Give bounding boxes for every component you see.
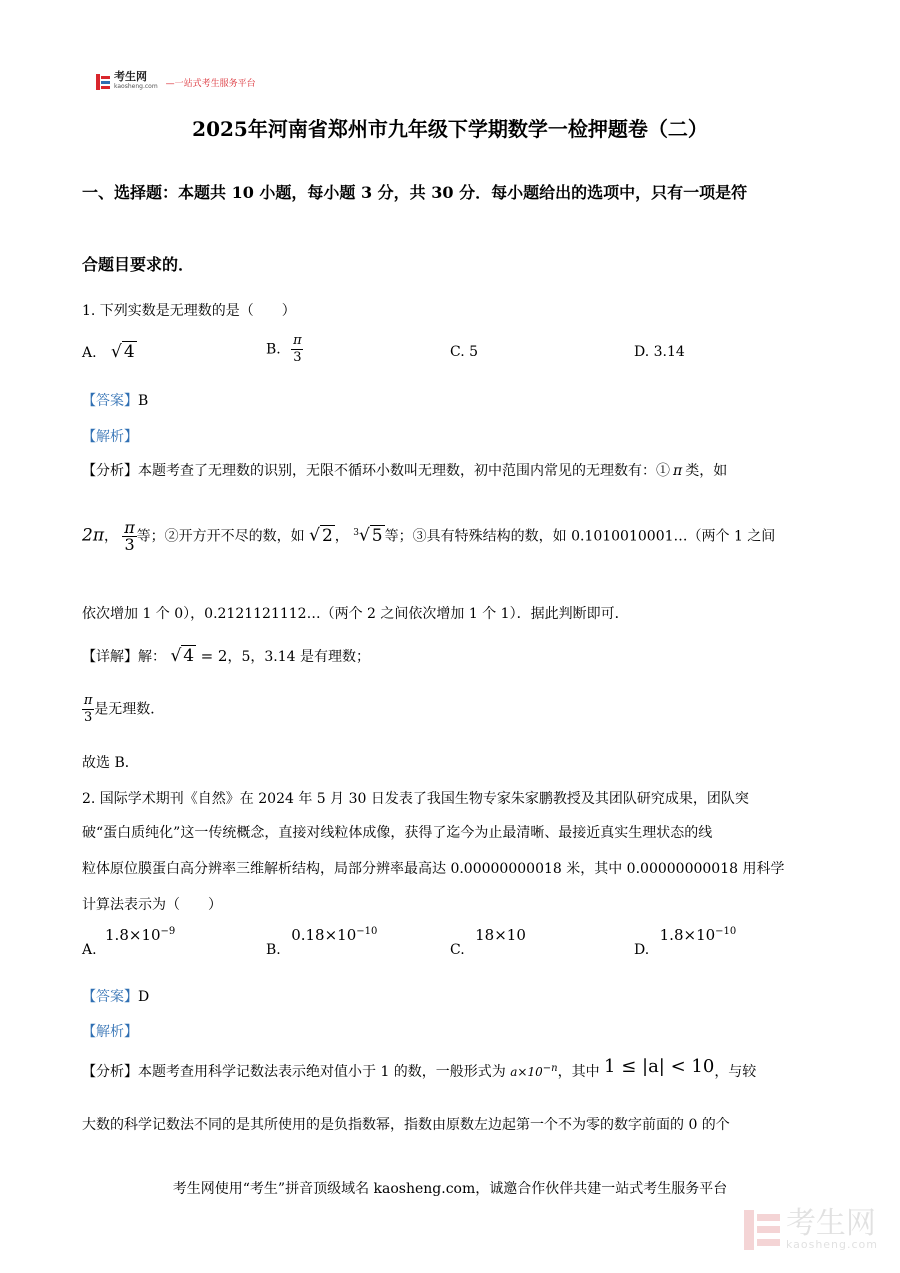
q1-xiangjie — [82, 646, 370, 666]
q2-answer-label: 【答案】 — [82, 989, 138, 1005]
q2-fenxi-text-b: ，其中 — [557, 1064, 600, 1080]
q1-irrational-fraction — [82, 693, 94, 726]
q2-option-c-value: 18×10 — [475, 926, 526, 944]
q2-fenxi-line2: 大数的科学记数法不同的是其所使用的是负指数幂，指数由原数左边起第一个不为零的数字前面的 0 的个 — [82, 1117, 730, 1133]
q2-analysis-label: 【解析】 — [82, 1024, 138, 1040]
logo-domain: kaosheng.com — [114, 83, 158, 90]
header-logo — [96, 72, 256, 92]
page-footer: 考生网使用“考生”拼音顶级域名 kaosheng.com，诚邀合作伙伴共建一站式考生服务平台 — [172, 1181, 728, 1197]
watermark-domain: kaosheng.com — [785, 1238, 878, 1251]
watermark — [744, 1206, 878, 1251]
q2-stem-line1: 2. 国际学术期刊《自然》在 2024 年 5 月 30 日发表了我国生物专家朱家鹏教授及其团队研究成果，团队突 — [82, 791, 749, 807]
q1-option-b — [266, 333, 303, 366]
q1-fenxi-2pi: 2π — [82, 525, 104, 546]
q1-fenxi-sqrt2-radicand: 2 — [321, 525, 333, 546]
q1-fenxi-label: 【分析】 — [82, 463, 138, 479]
q2-option-c — [450, 926, 526, 958]
q1-option-b-numerator: π — [293, 333, 302, 348]
q1-irrational-line — [82, 693, 164, 726]
q1-stem: 1. 下列实数是无理数的是（ ） — [82, 303, 296, 319]
q1-fenxi-line1 — [82, 460, 727, 480]
q1-answer — [82, 390, 148, 410]
q2-stem-line3: 粒体原位膜蛋白高分辨率三维解析结构，局部分辨率最高达 0.00000000018 米，其中 0.00000000018 用科学 — [82, 861, 785, 877]
q2-fenxi-line1 — [82, 1056, 757, 1081]
watermark-name: 考生网 — [785, 1206, 876, 1241]
q1-fenxi-sqrt2: √ 2 — [309, 525, 333, 546]
q1-fenxi-text1-end: 类，如 — [685, 463, 728, 479]
watermark-text — [785, 1206, 878, 1251]
section-heading-line1: 一、选择题：本题共 10 小题，每小题 3 分，共 30 分．每小题给出的选项中，只有一项是符 — [82, 183, 748, 202]
q2-option-d — [634, 926, 737, 958]
q2-stem-line2: 破“蛋白质纯化”这一传统概念，直接对线粒体成像，获得了迄今为止最清晰、最接近真实生理状态的线 — [82, 825, 713, 841]
q1-option-b-fraction — [291, 333, 303, 366]
q2-option-d-value — [660, 926, 737, 944]
q1-option-a-radicand: 4 — [123, 342, 135, 362]
q2-option-b-exp: −10 — [356, 926, 378, 937]
q2-option-b-label: B. — [266, 942, 281, 958]
q2-option-d-label: D. — [634, 942, 650, 958]
q1-fenxi-line3: 依次增加 1 个 0），0.2121121112…（两个 2 之间依次增加 1 个 1）．据此判断即可． — [82, 606, 629, 622]
q1-xiangjie-text: 解： — [138, 649, 166, 665]
q2-fenxi-label: 【分析】 — [82, 1064, 138, 1080]
q1-answer-label: 【答案】 — [82, 393, 138, 409]
q1-fenxi-cbrt5: √ 5 — [358, 525, 383, 546]
logo-slogan: —一站式考生服务平台 — [165, 78, 256, 89]
q1-option-b-denominator: 3 — [293, 350, 302, 365]
q1-fenxi-root-index: 3 — [353, 527, 359, 538]
q1-option-b-label: B. — [266, 341, 281, 358]
q2-fenxi-formula-base: a×10 — [510, 1065, 543, 1079]
q2-option-b — [266, 926, 378, 958]
q1-fenxi-text1: 本题考查了无理数的识别，无限不循环小数叫无理数，初中范围内常见的无理数有：① — [138, 463, 670, 479]
q2-fenxi-formula — [510, 1065, 557, 1079]
q1-xiangjie-rest: ，5，3.14 是有理数； — [227, 649, 370, 665]
section-heading-line2: 合题目要求的． — [82, 255, 195, 274]
q1-option-d: D. 3.14 — [634, 344, 685, 360]
q2-option-b-value — [291, 926, 377, 944]
watermark-logo-icon — [744, 1210, 780, 1250]
q1-fenxi-cbrt5-radicand: 5 — [371, 525, 383, 546]
q1-fenxi-fraction — [122, 520, 136, 553]
logo-icon — [96, 74, 110, 90]
q2-option-a-exp: −9 — [160, 926, 176, 937]
q2-option-c-label: C. — [450, 942, 465, 958]
q1-option-a-label: A. — [82, 345, 97, 361]
q1-fenxi-text2a: 等；②开方开不尽的数，如 — [136, 528, 305, 545]
page-title: 2025年河南省郑州市九年级下学期数学一检押题卷（二） — [192, 117, 708, 141]
q2-fenxi-inequality: 1 ≤ |a| < 10 — [604, 1056, 715, 1077]
q1-analysis-label: 【解析】 — [82, 429, 138, 445]
q1-irrational-den: 3 — [84, 710, 93, 725]
q1-fenxi-fraction-den: 3 — [124, 535, 135, 554]
q2-option-a-base: 1.8×10 — [105, 926, 161, 944]
q1-answer-value: B — [138, 393, 149, 409]
q1-fenxi-pi: π — [673, 463, 683, 479]
q1-option-a-sqrt: √ 4 — [111, 342, 135, 362]
q1-option-a — [82, 342, 137, 362]
q1-irrational-text: 是无理数． — [94, 701, 165, 718]
logo-text — [114, 72, 158, 92]
q1-fenxi-fraction-num: π — [124, 518, 135, 537]
q1-xiangjie-radicand: 4 — [183, 646, 195, 666]
q2-option-a-label: A. — [82, 942, 97, 958]
q1-fenxi-line2: 2π， $\frac{\pi}{3}$ 等；②开方开不尽的数，如 √ 2 ， $^3$√ 5 等；③具有特殊结构的数，如 0.1010010001…（两个 1 之间 — [82, 518, 776, 554]
q1-xiangjie-eq: = 2 — [200, 647, 228, 665]
q2-answer — [82, 986, 149, 1006]
logo-name: 考生网 — [114, 70, 147, 83]
q2-fenxi-formula-exp: −n — [542, 1063, 558, 1074]
q1-fenxi-text2b: 等；③具有特殊结构的数，如 0.1010010001…（两个 1 之间 — [384, 528, 776, 545]
q2-option-d-base: 1.8×10 — [659, 926, 716, 944]
q2-option-d-exp: −10 — [715, 926, 737, 937]
q2-option-a — [82, 926, 176, 958]
q1-xiangjie-sqrt: √ 4 — [170, 646, 195, 666]
q2-fenxi-text-c: ，与较 — [714, 1064, 757, 1080]
q1-conclusion: 故选 B． — [82, 755, 139, 771]
q2-option-b-base: 0.18×10 — [291, 926, 357, 944]
q2-fenxi-text-a: 本题考查用科学记数法表示绝对值小于 1 的数，一般形式为 — [138, 1064, 506, 1080]
q2-option-a-value — [105, 926, 175, 944]
q2-answer-value: D — [138, 989, 150, 1005]
q1-option-c: C. 5 — [450, 344, 479, 360]
q1-irrational-num: π — [83, 693, 93, 708]
q1-xiangjie-label: 【详解】 — [82, 649, 138, 665]
q2-stem-line4: 计算法表示为（ ） — [82, 897, 222, 913]
